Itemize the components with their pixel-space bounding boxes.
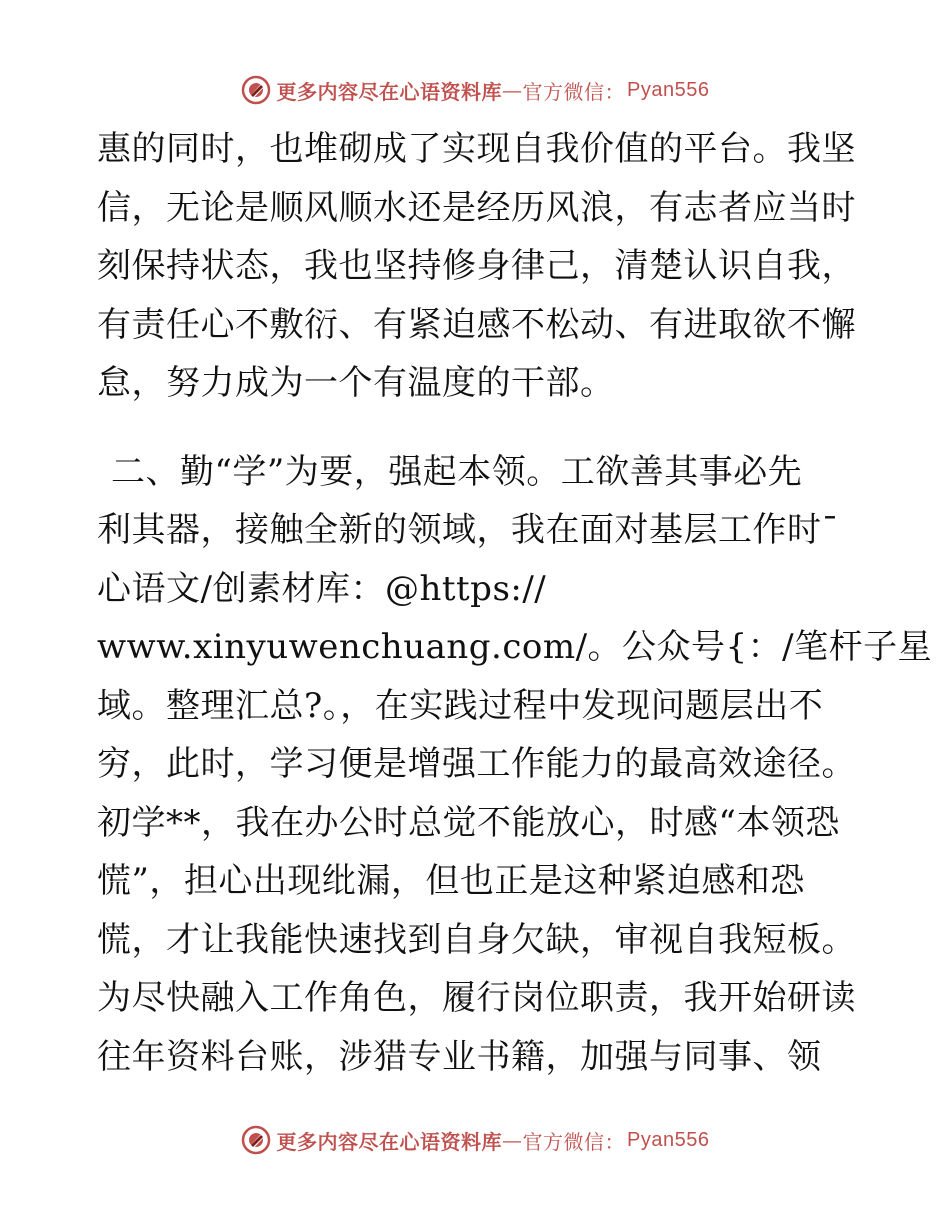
banner-wechat-label: 官方微信： (522, 1129, 626, 1154)
text-line: 初学**，我在办公时总觉不能放心，时感“本领恐 (97, 802, 840, 843)
text-line: 域。整理汇总?。，在实践过程中发现问题层出不 (97, 685, 824, 726)
text-line: 为尽快融入工作角色，履行岗位职责，我开始研读 (97, 978, 856, 1018)
pen-logo-icon (241, 75, 271, 105)
section-heading-line: 二、勤“学”为要，强起本领。工欲善其事必先 (111, 451, 803, 492)
text-line: 怠，努力成为一个有温度的干部。 (97, 363, 615, 403)
banner-wechat-id: Pyan556 (627, 1128, 710, 1151)
pen-logo-icon (241, 1125, 271, 1155)
banner-text: 更多内容尽在心语资料库 (276, 79, 503, 104)
banner-dash: — (502, 78, 523, 102)
text-line: 慌，才让我能快速找到自身欠缺，审视自我短板。 (97, 919, 856, 960)
text-line: 惠的同时，也堆砌成了实现自我价值的平台。我坚 (97, 129, 856, 169)
document-body (97, 120, 933, 1086)
text-line: 利其器，接触全新的领域，我在面对基层工作时¯ (97, 510, 839, 550)
banner-dash: — (502, 1128, 523, 1152)
banner-text: 更多内容尽在心语资料库 (276, 1129, 503, 1154)
banner-wechat-id: Pyan556 (627, 78, 710, 101)
text-line: 穷，此时，学习便是增强工作能力的最高效途径。 (97, 744, 856, 784)
text-line: 往年资料台账，涉猎专业书籍，加强与同事、领 (97, 1036, 822, 1077)
text-line: www.xinyuwenchuang.com/。公众号{：/笔杆子星 (97, 627, 933, 667)
banner-wechat-label: 官方微信： (522, 79, 626, 104)
footer-banner (0, 1120, 950, 1160)
text-line: 有责任心不敷衍、有紧迫感不松动、有进取欲不懈 (97, 304, 856, 345)
text-line: 刻保持状态，我也坚持修身律己，清楚认识自我， (97, 246, 856, 286)
header-banner (0, 70, 950, 110)
paragraph-gap (97, 413, 857, 443)
text-line: 信，无论是顺风顺水还是经历风浪，有志者应当时 (97, 187, 856, 228)
text-line: 慌”，担心出现纰漏，但也正是这种紧迫感和恐 (97, 861, 805, 901)
text-line: 心语文/创素材库：@https:// (97, 568, 547, 609)
